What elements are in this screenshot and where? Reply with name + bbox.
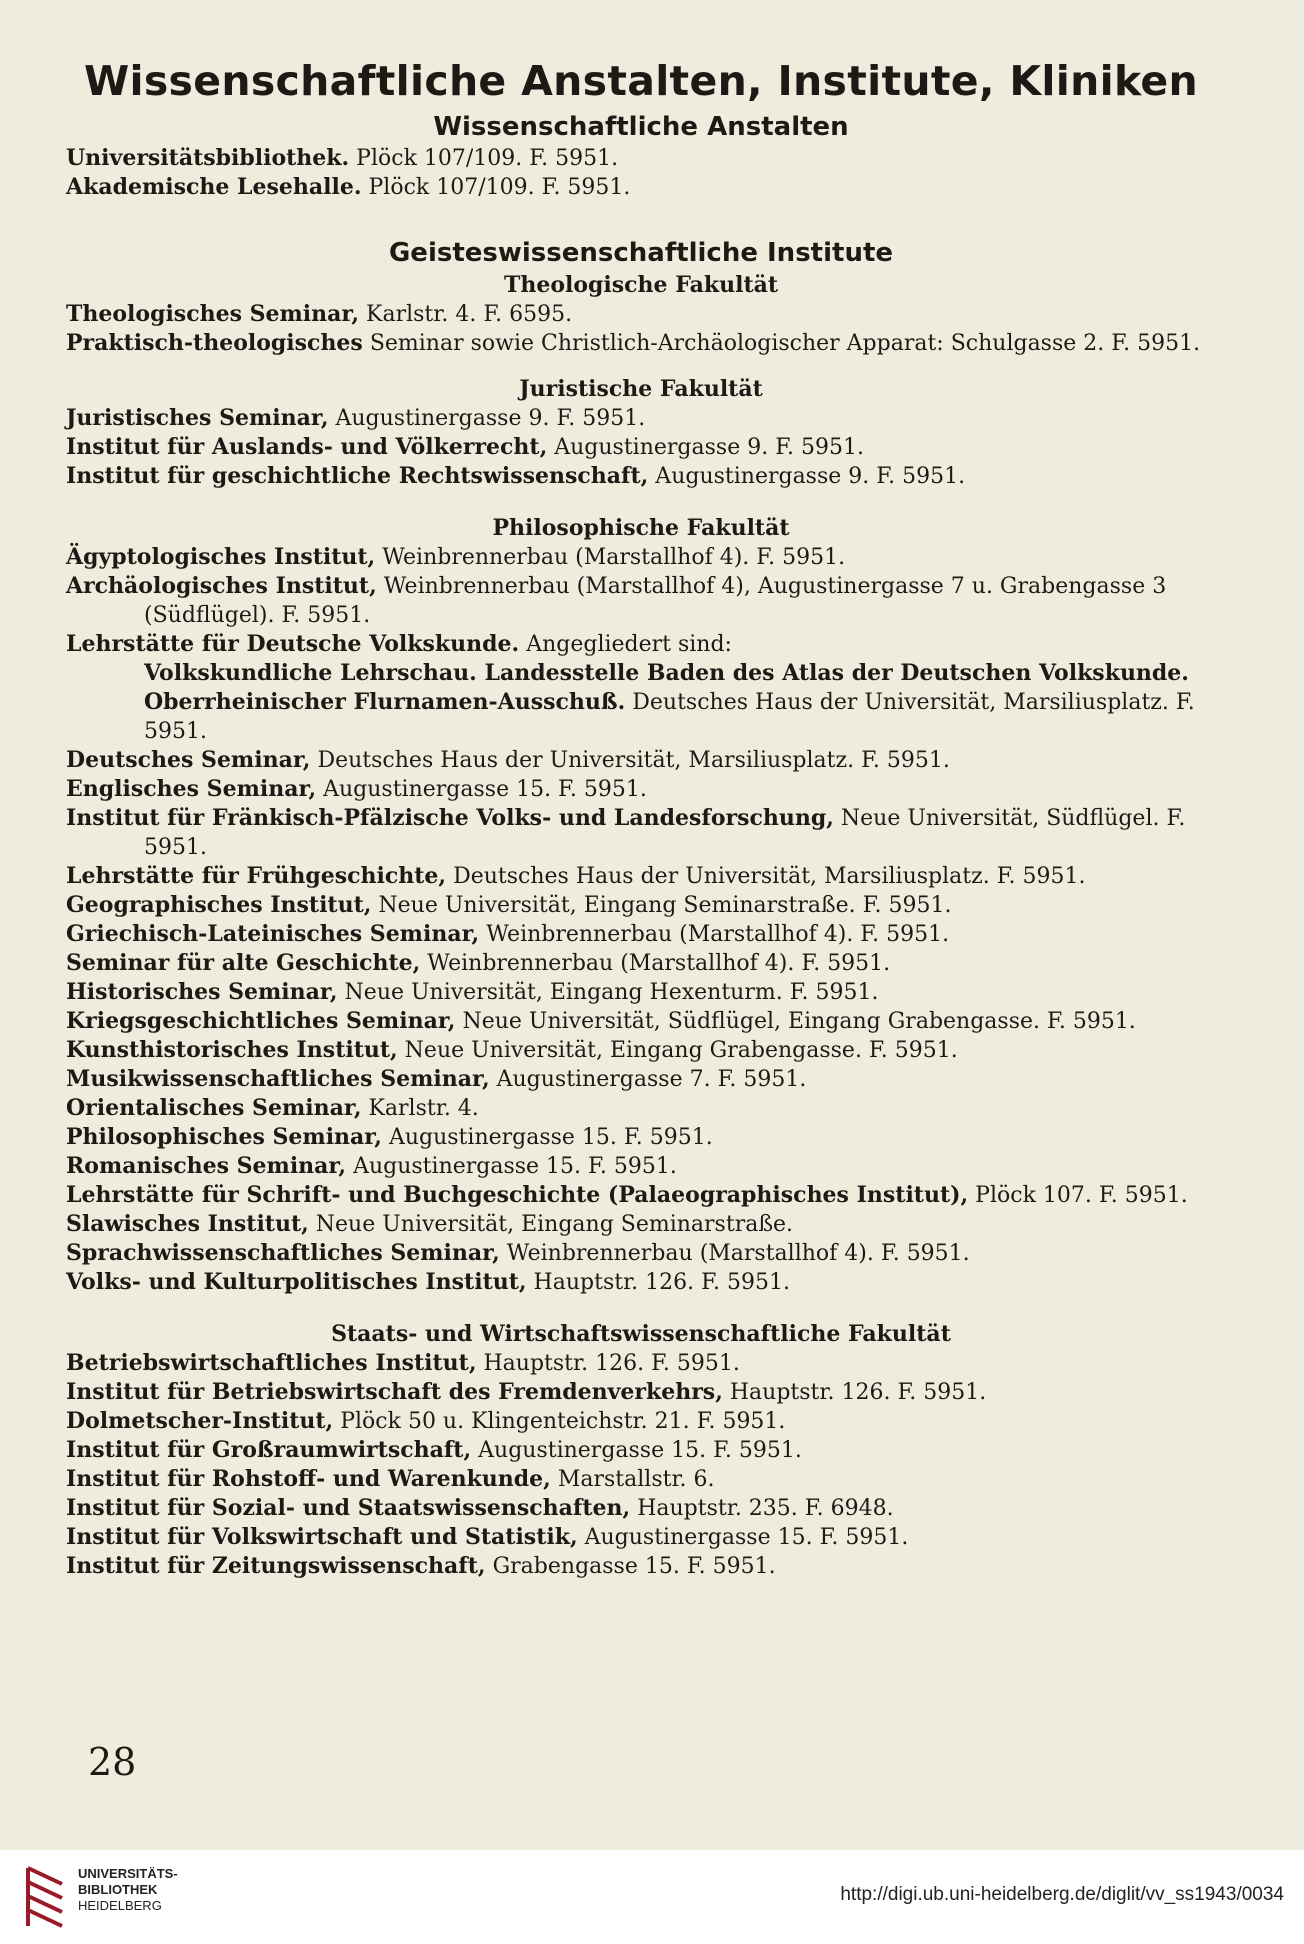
entry-name: Akademische Lesehalle. (66, 174, 362, 200)
entry-name: Institut für Betriebswirtschaft des Fremdenverkehrs, (66, 1379, 723, 1405)
entry-name: Institut für Volkswirtschaft und Statistik, (66, 1524, 578, 1550)
faculty-title: Juristische Fakultät (519, 376, 763, 402)
entry-name: Sprachwissenschaftliches Seminar, (66, 1240, 500, 1266)
entry-detail: Augustinergasse 15. F. 5951. (577, 1525, 909, 1550)
entry-detail: Augustinergasse 7. F. 5951. (489, 1067, 807, 1092)
entry-name: Praktisch-theologisches (66, 330, 363, 356)
list-item (66, 572, 1216, 630)
entry-detail: Augustinergasse 9. F. 5951. (648, 464, 966, 489)
entry-detail: Augustinergasse 15. F. 5951. (381, 1125, 713, 1150)
entry-detail: Hauptstr. 235. F. 6948. (630, 1496, 894, 1521)
list-item (66, 862, 1216, 891)
list-item (66, 1094, 1216, 1123)
faculty-title: Theologische Fakultät (503, 272, 779, 298)
entry-name: Universitätsbibliothek. (66, 145, 350, 171)
entry-detail: Neue Universität, Südflügel, Eingang Grabengasse. F. 5951. (455, 1009, 1136, 1034)
list-item (66, 1349, 1216, 1378)
list-item (66, 404, 1216, 433)
entry-detail: Marstallstr. 6. (550, 1467, 715, 1492)
entry-name: Geographisches Institut, (66, 892, 372, 918)
list-item (66, 1210, 1216, 1239)
entry-detail: Angegliedert sind: (519, 632, 732, 657)
entry-detail: Plöck 107/109. F. 5951. (361, 175, 631, 200)
entry-detail: Neue Universität, Südflügel. F. 5951. (144, 806, 1186, 860)
entry-detail: Deutsches Haus der Universität, Marsiliusplatz. F. 5951. (144, 690, 1195, 744)
entry-detail: Weinbrennerbau (Marstallhof 4). F. 5951. (479, 922, 950, 947)
entry-name: Institut für Sozial- und Staatswissenschaften, (66, 1495, 631, 1521)
entry-detail: Augustinergasse 9. F. 5951. (328, 406, 646, 431)
list-item (66, 1436, 1216, 1465)
entry-name: Institut für Auslands- und Völkerrecht, (66, 434, 548, 460)
section-title: Wissenschaftliche Anstalten (433, 112, 849, 142)
list-item (66, 1523, 1216, 1552)
list-item (66, 1378, 1216, 1407)
entry-name: Kunsthistorisches Institut, (66, 1037, 398, 1063)
entry-name: Institut für geschichtliche Rechtswissenschaft, (66, 463, 649, 489)
entry-detail: Neue Universität, Eingang Hexenturm. F. 5951. (337, 980, 879, 1005)
entry-detail: Augustinergasse 15. F. 5951. (471, 1438, 802, 1463)
entry-name: Englisches Seminar, (66, 776, 317, 802)
source-url[interactable]: http://digi.ub.uni-heidelberg.de/diglit/vv_ss1943/0034 (840, 1884, 1284, 1905)
entry-detail: Deutsches Haus der Universität, Marsiliusplatz. F. 5951. (446, 864, 1086, 889)
page-number: 28 (88, 1740, 137, 1784)
entry-detail: Neue Universität, Eingang Grabengasse. F. 5951. (397, 1038, 958, 1063)
faculty-title: Staats- und Wirtschaftswissenschaftliche Fakultät (331, 1321, 951, 1347)
list-item (66, 1152, 1216, 1181)
entry-name: Ägyptologisches Institut, (66, 544, 376, 570)
entry-name: Deutsches Seminar, (66, 747, 311, 773)
list-item (66, 300, 1216, 329)
entry-name: Institut für Zeitungswissenschaft, (66, 1553, 486, 1579)
library-name (78, 1866, 178, 1914)
page-title: Wissenschaftliche Anstalten, Institute, Kliniken (83, 57, 1199, 105)
entry-list (66, 404, 1216, 491)
entry-detail: Neue Universität, Eingang Seminarstraße. F. 5951. (371, 893, 952, 918)
entry-list (66, 300, 1216, 358)
entry-name: Betriebswirtschaftliches Institut, (66, 1350, 477, 1376)
list-item (66, 891, 1216, 920)
entry-name: Lehrstätte für Schrift- und Buchgeschichte (Palaeographisches Institut), (66, 1182, 969, 1208)
entry-detail: Neue Universität, Eingang Seminarstraße. (308, 1212, 794, 1237)
list-item (66, 1494, 1216, 1523)
list-item (66, 433, 1216, 462)
list-item (66, 1181, 1216, 1210)
entry-detail: Hauptstr. 126. F. 5951. (476, 1351, 740, 1376)
entry-name: Kriegsgeschichtliches Seminar, (66, 1008, 456, 1034)
entry-detail: Weinbrennerbau (Marstallhof 4). F. 5951. (499, 1241, 970, 1266)
entry-name: Volks- und Kulturpolitisches Institut, (66, 1269, 527, 1295)
entry-detail: Weinbrennerbau (Marstallhof 4). F. 5951. (420, 951, 891, 976)
entry-name: Philosophisches Seminar, (66, 1124, 382, 1150)
list-item (66, 144, 1216, 173)
entry-name: Seminar für alte Geschichte, (66, 950, 421, 976)
entry-detail: Hauptstr. 126. F. 5951. (722, 1380, 987, 1405)
list-item (66, 329, 1216, 358)
list-item (66, 1007, 1216, 1036)
entry-detail: Grabengasse 15. F. 5951. (485, 1554, 776, 1579)
page-content (66, 52, 1216, 1581)
list-item (66, 804, 1216, 862)
entry-list (66, 543, 1216, 1297)
entry-detail: Plöck 107/109. F. 5951. (349, 146, 619, 171)
entry-detail: Seminar sowie Christlich-Archäologischer Apparat: Schulgasse 2. F. 5951. (362, 331, 1201, 356)
entry-detail: Karlstr. 4. F. 6595. (359, 302, 573, 327)
entry-detail: Weinbrennerbau (Marstallhof 4). F. 5951. (375, 545, 846, 570)
entry-name: Lehrstätte für Frühgeschichte, (66, 863, 447, 889)
list-item (66, 1268, 1216, 1297)
footer-bar (0, 1850, 1304, 1944)
list-item (66, 1407, 1216, 1436)
entry-name: Institut für Fränkisch-Pfälzische Volks- und Landesforschung, (66, 805, 834, 831)
list-item (66, 1465, 1216, 1494)
entry-name: Lehrstätte für Deutsche Volkskunde. (66, 631, 520, 657)
entry-detail: Deutsches Haus der Universität, Marsiliusplatz. F. 5951. (310, 748, 950, 773)
entry-name: Romanisches Seminar, (66, 1153, 347, 1179)
entry-detail: Karlstr. 4. (361, 1096, 479, 1121)
entry-name: Volkskundliche Lehrschau. Landesstelle Baden des Atlas der Deutschen Volkskunde. Oberrheinischer Flurnamen-Ausschuß. (144, 660, 1189, 715)
entry-detail: Weinbrennerbau (Marstallhof 4), Augustinergasse 7 u. Grabengasse 3 (Südflügel). F. 5951. (144, 574, 1167, 628)
library-name-line: HEIDELBERG (78, 1898, 162, 1913)
entry-name: Musikwissenschaftliches Seminar, (66, 1066, 490, 1092)
list-item (66, 173, 1216, 202)
entry-detail: Hauptstr. 126. F. 5951. (526, 1270, 790, 1295)
library-name-line: UNIVERSITÄTS- (78, 1866, 178, 1881)
entry-name: Orientalisches Seminar, (66, 1095, 362, 1121)
entry-name: Institut für Großraumwirtschaft, (66, 1437, 472, 1463)
entry-name: Institut für Rohstoff- und Warenkunde, (66, 1466, 551, 1492)
list-item (66, 1552, 1216, 1581)
entry-name: Historisches Seminar, (66, 979, 338, 1005)
entry-name: Dolmetscher-Institut, (66, 1408, 334, 1434)
list-item (66, 630, 1216, 659)
list-item (66, 978, 1216, 1007)
list-item-sub (66, 659, 1216, 746)
entry-list (66, 1349, 1216, 1581)
entry-detail: Augustinergasse 15. F. 5951. (346, 1154, 677, 1179)
list-item (66, 1036, 1216, 1065)
entry-name: Theologisches Seminar, (66, 301, 360, 327)
entry-detail: Augustinergasse 9. F. 5951. (547, 435, 865, 460)
entry-name: Slawisches Institut, (66, 1211, 309, 1237)
list-item (66, 462, 1216, 491)
library-logo-icon (22, 1862, 70, 1932)
entry-detail: Augustinergasse 15. F. 5951. (316, 777, 647, 802)
list-item (66, 775, 1216, 804)
list-item (66, 543, 1216, 572)
entry-name: Archäologisches Institut, (66, 573, 377, 599)
entry-list (66, 144, 1216, 202)
list-item (66, 1065, 1216, 1094)
section-title: Geisteswissenschaftliche Institute (388, 238, 894, 268)
list-item (66, 1239, 1216, 1268)
library-name-line: BIBLIOTHEK (78, 1882, 158, 1897)
entry-name: Griechisch-Lateinisches Seminar, (66, 921, 480, 947)
list-item (66, 1123, 1216, 1152)
list-item (66, 920, 1216, 949)
list-item (66, 746, 1216, 775)
faculty-title: Philosophische Fakultät (492, 515, 790, 541)
list-item (66, 949, 1216, 978)
entry-detail: Plöck 50 u. Klingenteichstr. 21. F. 5951. (333, 1409, 786, 1434)
entry-name: Juristisches Seminar, (66, 405, 329, 431)
entry-detail: Plöck 107. F. 5951. (968, 1183, 1188, 1208)
